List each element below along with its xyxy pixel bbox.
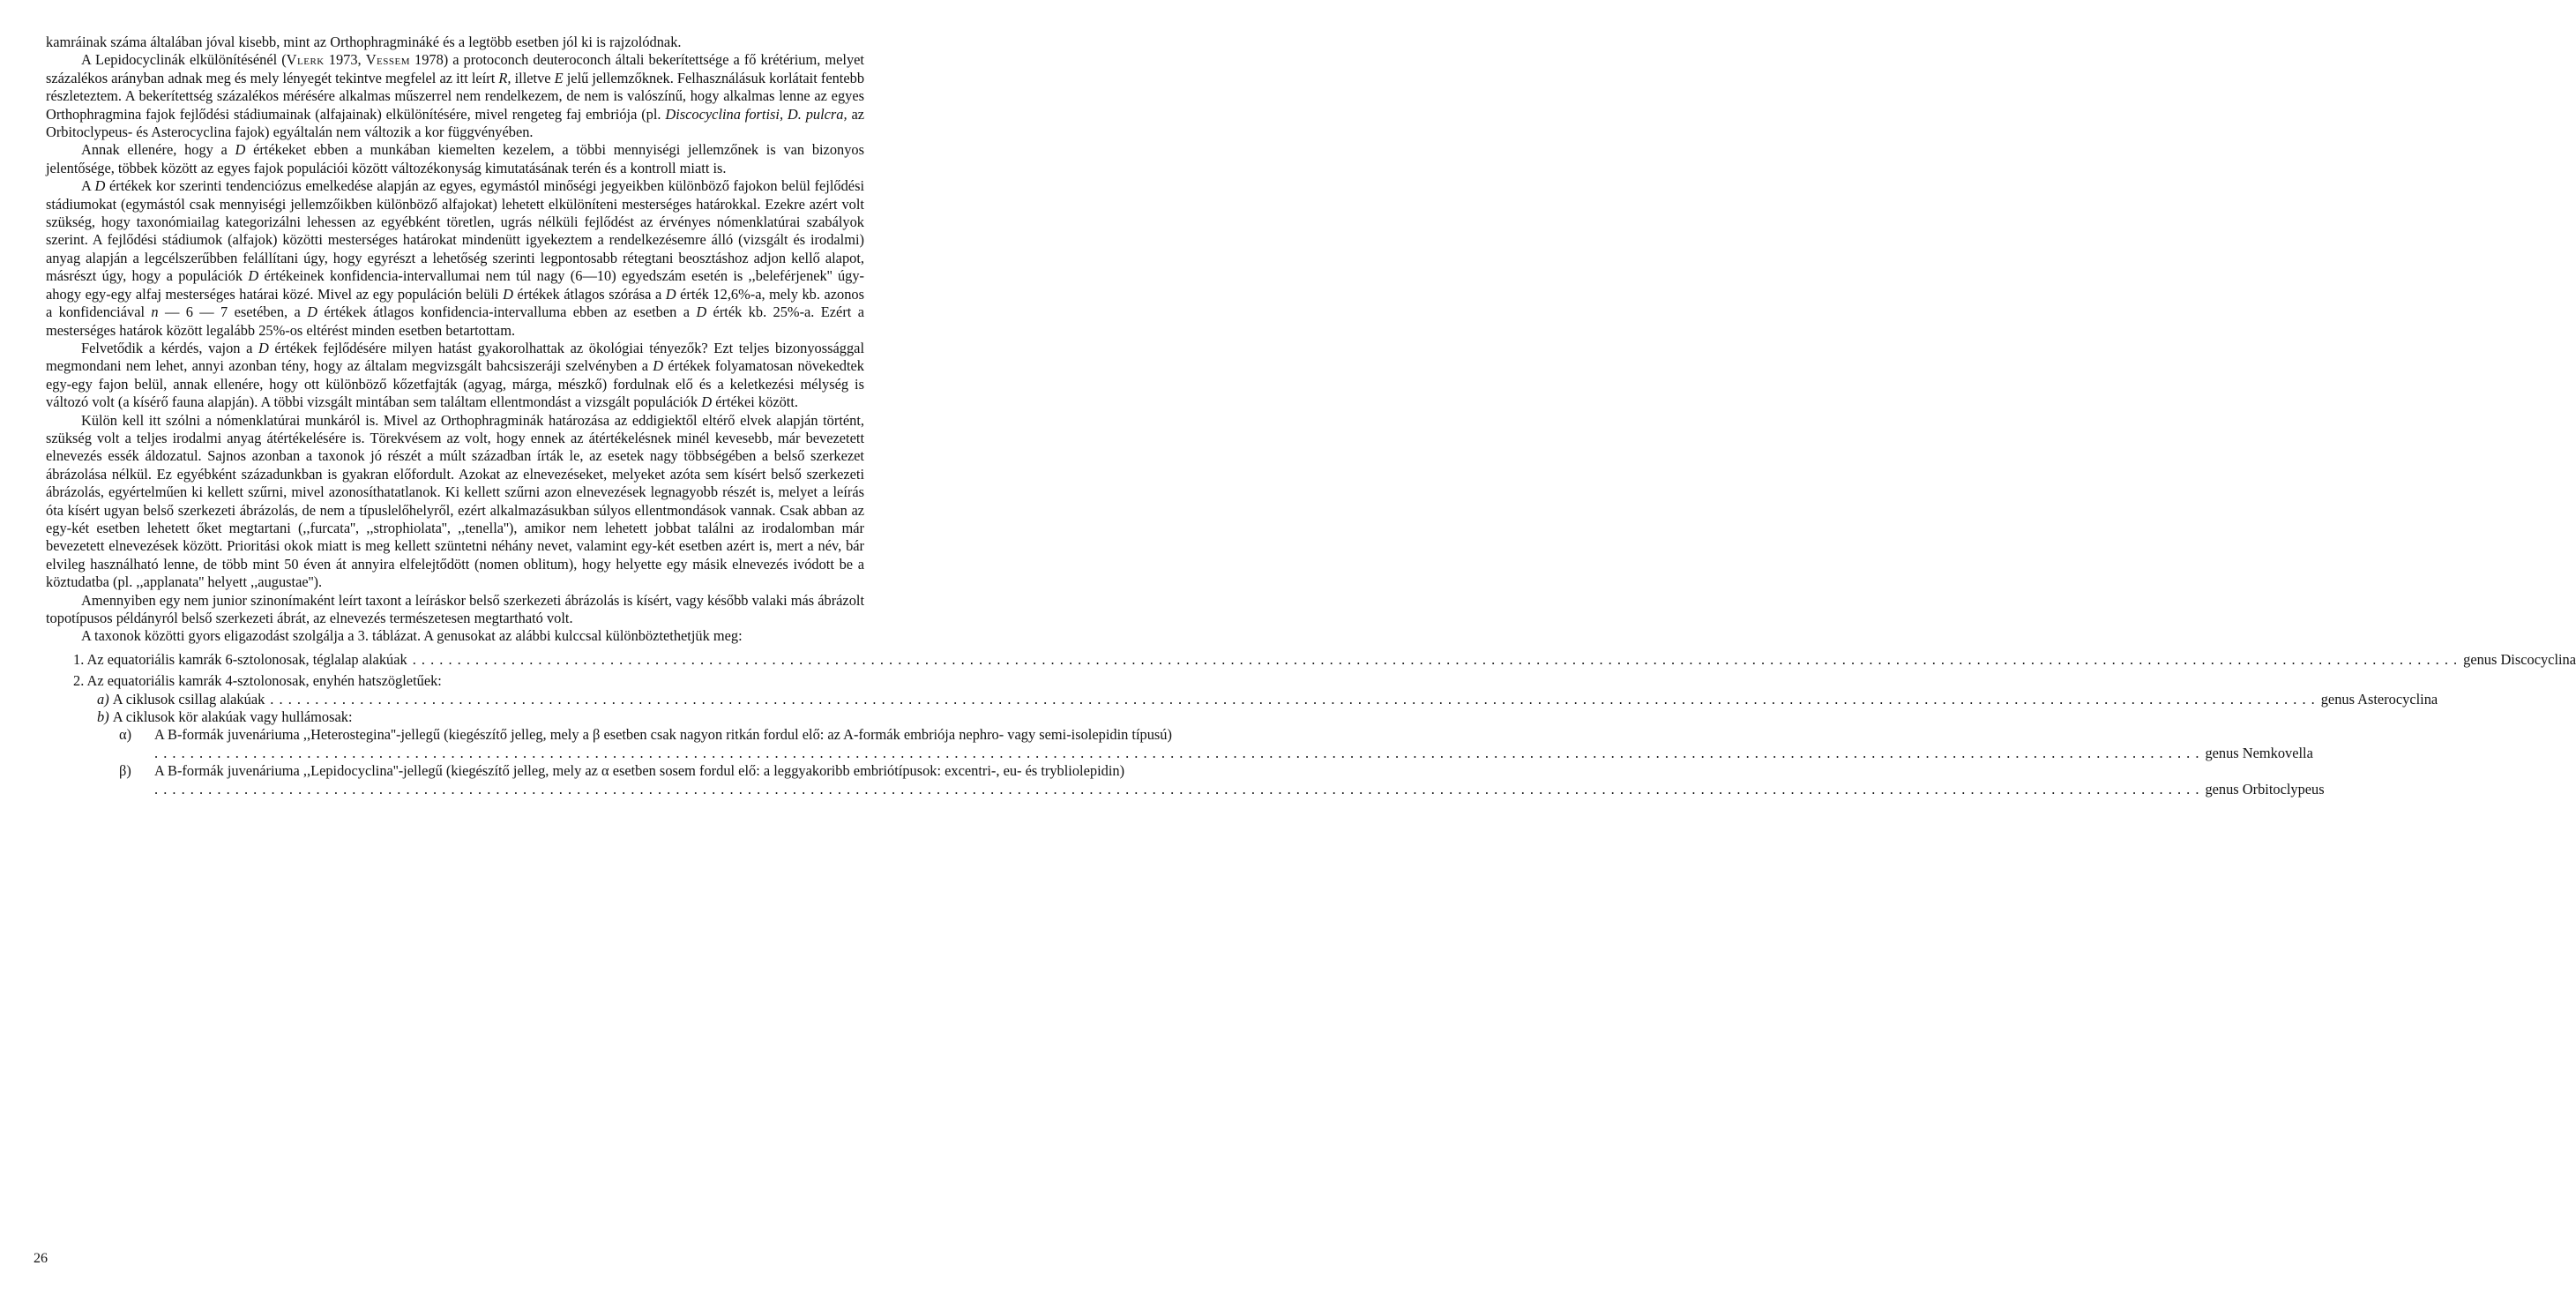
paragraph-4: A D értékek kor szerinti tendenciózus emelkedése alapján az egyes, egymástól minőségi jegyeikben különböző fajokon belül fejlődési stádiumokat (egymástól csak mennyiségi jellemzőikben különböző alfajokat) lehetett elkülöníteni mesterséges határokkal. Ezekre azért volt szükség, hogy taxonómiailag kategorizálni lehessen az egyébként töretlen, ugrás nélküli fejlődést az érvényes nómenklatúrai szabályok szerint. A fejlődési stádiumok (alfajok) közötti mesterséges határokat mindenütt igyekeztem a rendelkezésemre álló (vizsgált és irodalmi) anyag alapján a legcélszerűbben felállítani úgy, hogy egyrészt a lehetőség szerinti legpontosabb rétegtani beosztáshoz adjon kellő alapot, másrészt úgy, hogy a populációk D értékeinek konfidencia-intervallumai nem túl nagy (6—10) egyedszám esetén is ,,beleférjenek'' úgy-ahogy egy-egy alfaj mesterséges határai közé. Mivel az egy populáción belüli D értékek átlagos szórása a D érték 12,6%-a, mely kb. azonos a konfidenciával n — 6 — 7 esetében, a D értékek átlagos konfidencia-intervalluma ebben az esetben a D érték kb. 25%-a. Ezért a mesterséges határok között legalább 25%-os eltérést minden esetben betartottam. [46, 177, 865, 339]
key-item-a: a) A ciklusok csillag alakúak . . . genus Asterocyclina [97, 691, 864, 708]
page-number: 26 [34, 1251, 48, 1266]
leader-dots [154, 781, 2199, 798]
paragraph-1: kamráinak száma általában jóval kisebb, mint az Orthophragmináké és a legtöbb esetben jól ki is rajzolódnak. [46, 34, 682, 50]
document-body [46, 34, 2576, 798]
paragraph-8: A taxonok közötti gyors eligazodást szolgálja a 3. táblázat. A genusokat az alábbi kulccsal különböztethetjük meg: [81, 627, 743, 645]
paragraph-7: Amennyiben egy nem junior szinonímaként leírt taxont a leíráskor belső szerkezeti ábrázolás is kísért, vagy később valaki más ábrázolt topotípusos példányról belső szerkezeti ábrát, az elnevezés természetesen megtartható volt. [46, 591, 864, 626]
genus-nemkovella: genus Nemkovella [2205, 744, 2313, 761]
key-item-2: 2. Az equatoriális kamrák 4-sztolonosak, enyhén hatszögletűek: [73, 672, 442, 690]
genus-key [46, 650, 2576, 798]
paragraph-3: Annak ellenére, hogy a D értékeket ebben a munkában kiemelten kezelem, a többi mennyiségi jellemzőnek is van bizonyos jelentősége, többek között az egyes fajok populációi között változékonyság kimutatásának terén és a kontroll miatt is. [46, 141, 864, 176]
paragraph-5: Felvetődik a kérdés, vajon a D értékek fejlődésére milyen hatást gyakorolhattak az ökológiai tényezők? Ezt teljes bizonyossággal megmondani nem lehet, annyi azonban tény, hogy az általam megvizsgált bahcsiszeráji szelvényben a D értékek folyamatosan növekedtek egy-egy fajon belül, annak ellenére, hogy ott különböző kőzetfajták (agyag, márga, mészkő) fordulnak elő és a keletkezési mélység is változó volt (a kísérő fauna alapján). A többi vizsgált mintában sem találtam ellentmondást a vizsgált populációk D értékei között. [46, 339, 865, 411]
author-vessem: Vessem [365, 51, 410, 69]
genus-asterocyclina: genus Asterocyclina [2320, 690, 2438, 708]
genus-orbitoclypeus: genus Orbitoclypeus [2205, 780, 2325, 798]
key-item-b: b) A ciklusok kör alakúak vagy hullámosak: [97, 708, 353, 726]
leader-dots [270, 691, 2315, 708]
key-item-beta: β) A B-formák juvenáriuma ,,Lepidocyclina''-jellegű (kiegészítő jelleg, mely az α esetben sosem fordul elő: a leggyakoribb embriótípusok: excentri-, eu- és trybliolepidin) . . . genus Orbitoclypeus [119, 762, 864, 798]
paragraph-6: Külön kell itt szólni a nómenklatúrai munkáról is. Mivel az Orthophragminák határozása az eddigiektől eltérő elvek alapján történt, szükség volt a teljes irodalmi anyag átértékelésére is. Törekvésem az volt, hogy ennek az átértékelésnek minél kevesebb, már bevezetett elnevezés essék áldozatul. Sajnos azonban a taxonok jó részét a múlt században írták le, az esetek nagy többségében a belső szerkezet ábrázolása nélkül. Ez egyébként századunkban is gyakran előfordult. Azokat az elnevezéseket, melyeket azóta sem kísért belső szerkezeti ábrázolás, egyértelműen ki kellett szűrni, mivel azonosíthatatlanok. Ki kellett szűrni azon elnevezések legnagyobb részét is, melyet a leírás óta kísért ugyan belső szerkezeti ábrázolás, de nem a típuslelőhelyről, ezért alkalmazásukban súlyos ellentmondások vannak. Csak abban az egy-két esetben lehetett őket megtartani (,,furcata'', ,,strophiolata'', ,,tenella''), amikor nem lehetett jobbat találni az irodalomban már bevezetett elnevezések között. Prioritási okok miatt is meg kellett szüntetni néhány nevet, valamint egy-két esetben azért is, mert a név, bár elvileg használható lenne, de több mint 50 éven át annyira elfelejtődött (nomen oblitum), hogy helyette egy másik elnevezés ivódott be a köztudatba (pl. ,,applanata'' helyett ,,augustae''). [46, 411, 864, 591]
genus-discocyclina: genus Discocyclina [2463, 650, 2576, 668]
author-vlerk: Vlerk [286, 51, 325, 69]
leader-dots [413, 651, 2458, 669]
key-item-alpha: α) A B-formák juvenáriuma ,,Heterostegina''-jellegű (kiegészítő jelleg, mely a β esetben csak nagyon ritkán fordul elő: az A-formák embriója nephro- vagy semi-isolepidin típusú) . . . genus Nemkovella [119, 726, 864, 762]
leader-dots [154, 745, 2199, 762]
species-names: Discocyclina fortisi, D. pulcra, [665, 105, 847, 123]
paragraph-2: A Lepidocyclinák elkülönítésénél (Vlerk 1973, Vessem 1978) a protoconch deuteroconch általi bekerítettsége a fő krétérium, melyet százalékos arányban adnak meg és mely lényegét tekintve megfelel az itt leírt R, illetve E jelű jellemzőknek. Felhasználásuk korlátait fentebb részleteztem. A bekerítettség százalékos mérésére alkalmas műszerrel nem rendelkezem, de nem is valószínű, hogy alkalmas lenne az egyes Orthophragmina fajok fejlődési stádiumainak (alfajainak) elkülönítésére, mivel rengeteg faj embriója (pl. Discocyclina fortisi, D. pulcra, az Orbitoclypeus- és Asterocyclina fajok) egyáltalán nem változik a kor függvényében. [46, 51, 865, 141]
key-item-1: 1. Az equatoriális kamrák 6-sztolonosak, téglalap alakúak . . . genus Discocyclina [73, 651, 864, 669]
